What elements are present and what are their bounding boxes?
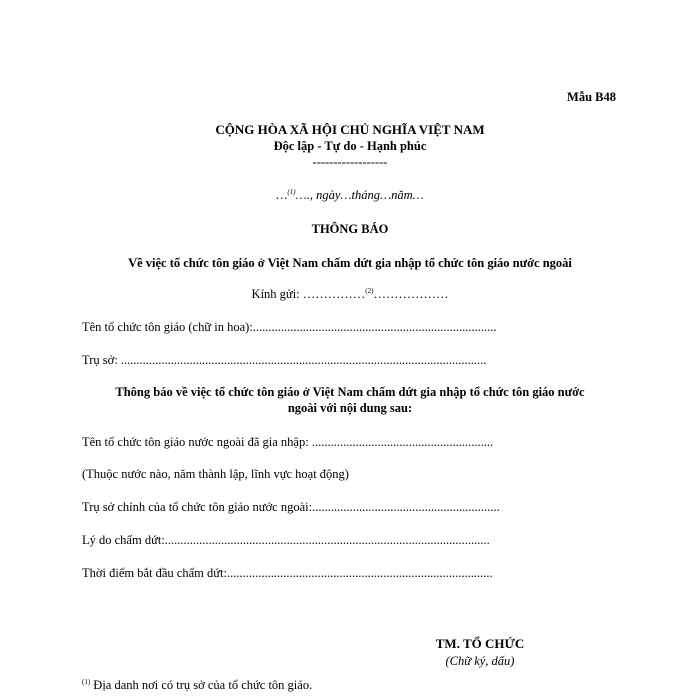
signature-title: TM. TỔ CHỨC	[435, 636, 525, 651]
headquarters-field: Trụ sở: .....................................................................................................................	[82, 353, 487, 367]
motto-divider: ------------------	[312, 155, 388, 169]
place-date-prefix: …	[276, 188, 288, 202]
foreign-hq-field: Trụ sở chính của tổ chức tôn giáo nước ngoài:............................................................	[82, 500, 500, 514]
footnote-marker: (1)	[82, 678, 91, 686]
foreign-org-info: (Thuộc nước nào, năm thành lập, lĩnh vực hoạt động)	[82, 467, 349, 481]
document-subject: Về việc tổ chức tôn giáo ở Việt Nam chấm dứt gia nhập tổ chức tôn giáo nước ngoài	[128, 256, 572, 270]
form-code: Mẫu B48	[567, 90, 616, 104]
notice-intro-line1: Thông báo về việc tổ chức tôn giáo ở Việt Nam chấm dứt gia nhập tổ chức tôn giáo nước	[115, 385, 585, 399]
motto: Độc lập - Tự do - Hạnh phúc	[273, 139, 427, 153]
start-time-field: Thời điểm bắt đầu chấm dứt:.....................................................................................	[82, 566, 493, 580]
nation-heading: CỘNG HÒA XÃ HỘI CHỦ NGHĨA VIỆT NAM	[215, 122, 485, 137]
place-date-line	[0, 188, 700, 203]
foreign-org-field: Tên tổ chức tôn giáo nước ngoài đã gia nhập: ..........................................................	[82, 435, 494, 449]
footnote-ref-1: (1)	[287, 188, 296, 196]
org-name-field: Tên tổ chức tôn giáo (chữ in hoa):..............................................................................	[82, 320, 497, 334]
place-date-suffix: …., ngày…tháng…năm…	[295, 188, 424, 202]
recipient-dots: ………………	[373, 287, 449, 301]
reason-field: Lý do chấm dứt:........................................................................................................	[82, 533, 490, 547]
recipient-line	[0, 287, 700, 302]
footnote	[82, 678, 312, 693]
signature-note: (Chữ ký, dấu)	[445, 654, 515, 668]
footnote-ref-2: (2)	[365, 287, 374, 295]
document-title: THÔNG BÁO	[311, 222, 389, 236]
footnote-text: Địa danh nơi có trụ sở của tổ chức tôn giáo.	[90, 678, 313, 692]
notice-intro-line2: ngoài với nội dung sau:	[287, 401, 413, 415]
recipient-label: Kính gửi: ……………	[251, 287, 366, 301]
